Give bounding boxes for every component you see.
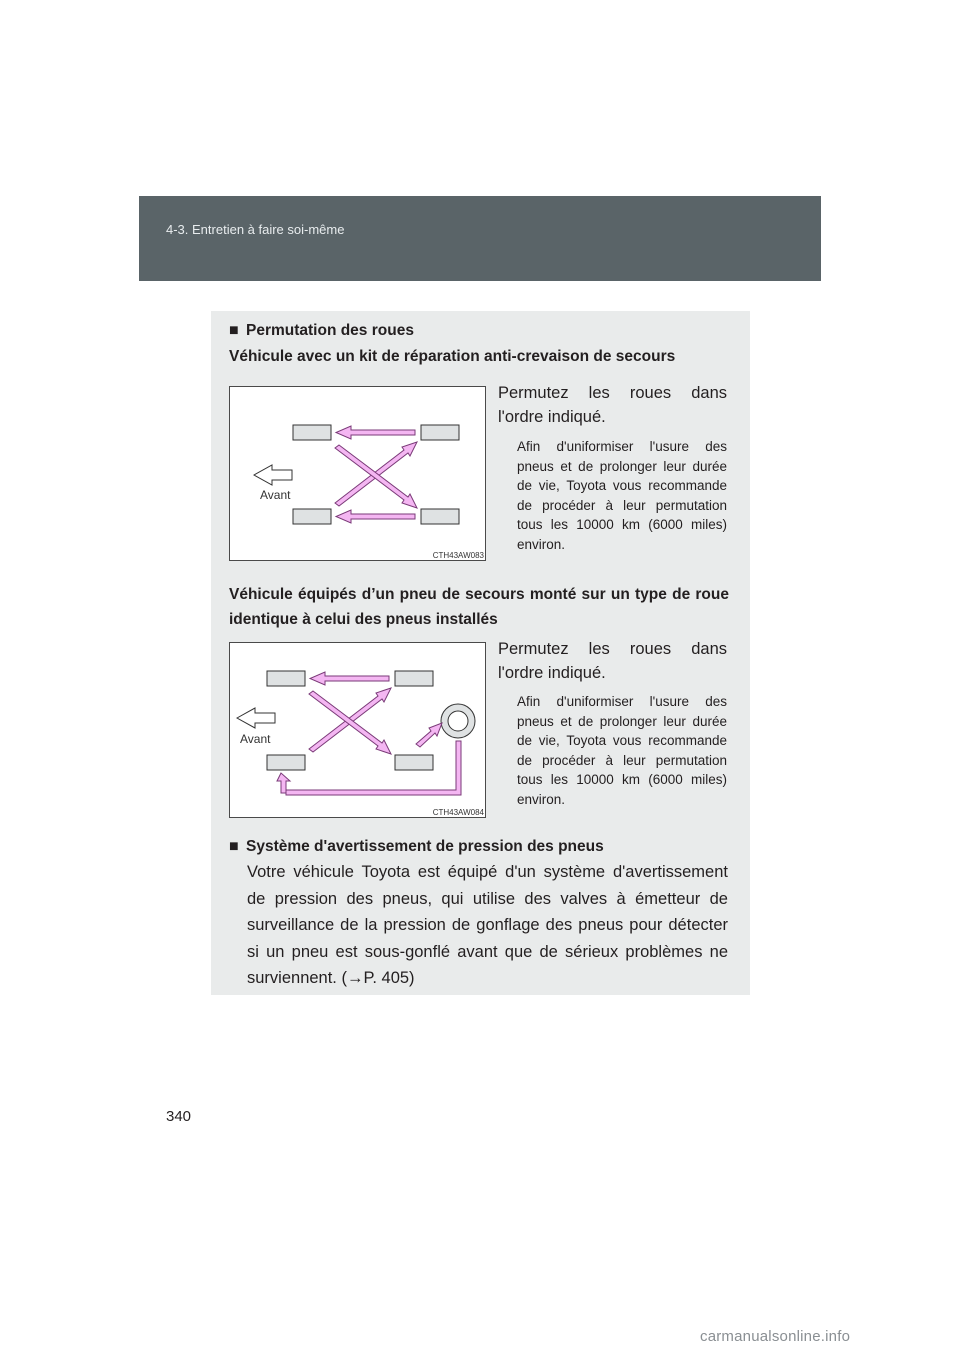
bullet-square-icon: ■	[229, 322, 239, 339]
diagram-2-graphic	[230, 643, 487, 819]
tpms-text: Votre véhicule Toyota est équipé d'un système d'avertissement de pression des pneus, qui utilise des valves à émetteur de surveillance de la pression de gonflage des pneus pour détecter si un pneu est sous-gonflé avant que de sérieux problèmes ne surviennent. (→P. 405)	[247, 863, 728, 987]
section-label: 4-3. Entretien à faire soi-même	[166, 222, 345, 237]
rotation-title	[229, 322, 414, 340]
spare-wheel-icon	[441, 704, 475, 738]
front-direction-arrow-icon	[254, 465, 292, 485]
rotation-diagram-1	[229, 386, 486, 561]
page-number: 340	[166, 1108, 192, 1125]
case2-heading: Véhicule équipés d’un pneu de secours monté sur un type de roue identique à celui des pneus installés	[229, 586, 729, 628]
wheel-front-left	[267, 671, 305, 686]
case1-instruction: Permutez les roues dans l'ordre indiqué.	[498, 384, 727, 426]
diagram-1-code: CTH43AW083	[432, 551, 484, 560]
bullet-square-icon: ■	[229, 838, 239, 855]
rotation-arrows	[335, 426, 417, 523]
wheel-front-right	[293, 509, 331, 524]
watermark: carmanualsonline.info	[700, 1328, 851, 1345]
rotation-arrows	[277, 672, 461, 795]
header-band	[139, 196, 821, 281]
wheel-front-left	[293, 425, 331, 440]
tpms-title	[229, 838, 604, 856]
wheel-front-right	[267, 755, 305, 770]
front-direction-arrow-icon	[237, 708, 275, 728]
diagram-2-code: CTH43AW084	[432, 808, 484, 817]
case2-instruction: Permutez les roues dans l'ordre indiqué.	[498, 640, 727, 682]
wheel-rear-right	[421, 509, 459, 524]
tpms-title-text: Système d'avertissement de pression des pneus	[245, 838, 604, 855]
wheel-rear-right	[395, 755, 433, 770]
diagram-1-front-label: Avant	[260, 488, 291, 502]
wheel-rear-left	[421, 425, 459, 440]
diagram-2-front-label: Avant	[240, 732, 271, 746]
case1-note: Afin d'uniformiser l'usure des pneus et de prolonger leur durée de vie, Toyota vous recommande de procéder à leur permutation tous les 10000 km (6000 miles) environ.	[517, 439, 727, 552]
case1-heading: Véhicule avec un kit de réparation anti-crevaison de secours	[229, 348, 676, 365]
rotation-diagram-2	[229, 642, 486, 818]
case2-note: Afin d'uniformiser l'usure des pneus et de prolonger leur durée de vie, Toyota vous recommande de procéder à leur permutation tous les 10000 km (6000 miles) environ.	[517, 694, 727, 807]
rotation-title-text: Permutation des roues	[245, 322, 414, 339]
diagram-1-graphic	[230, 387, 487, 562]
wheel-rear-left	[395, 671, 433, 686]
